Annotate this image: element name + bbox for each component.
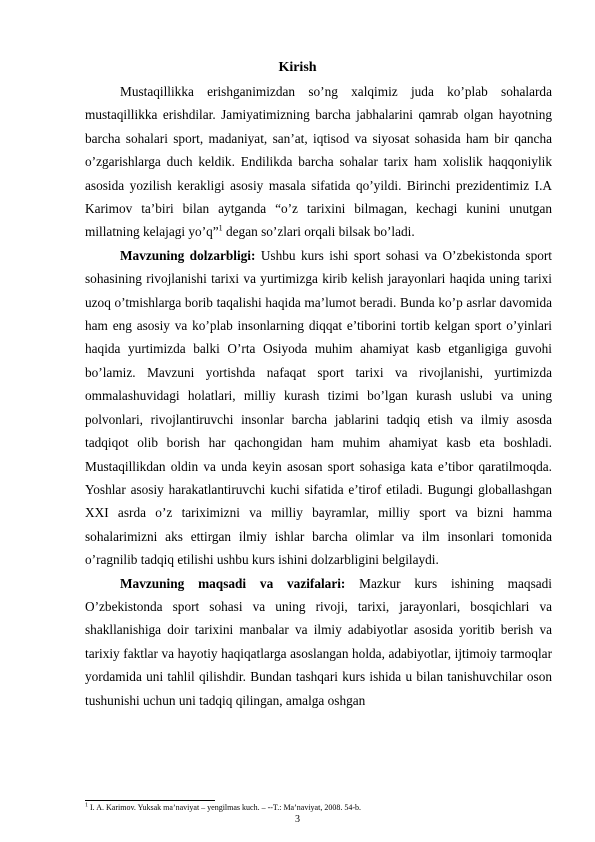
paragraph-text: Mazkur kurs ishining maqsadi O’zbekistonda sport sohasi va uning rivoji, tarixi, jarayonlari, bosqichlari va shakllanishiga doir tarixini manbalar va ilmiy adabiyotlar asosida yoritib berish va tarixiy faktlar va hayotiy haqiqatlarga asoslangan holda, adabiyotlar, ijtimoiy tarmoqlar yordamida uni tahlil qilishdir. Bundan tashqari kurs ishida u bilan tanishuvchilar oson tushunishi uchun uni tadqiq qilingan, amalga oshgan [85, 575, 552, 708]
paragraph-text: Ushbu kurs ishi sport sohasi va O’zbekistonda sport sohasining rivojlanishi tarixi va yurtimizga kirib kelish jarayonlari haqida uning tarixi uzoq o’tmishlarga borib taqalishi haqida ma’lumot beradi. Bunda ko’p asrlar davomida ham eng asosiy va ko’plab insonlarning diqqat e’tiborini tortib kelgan sport o’yinlari haqida yurtimizda balki O’rta Osiyoda muhim ahamiyat kasb etganligiga guvohi bo’lamiz. Mavzuni yortishda nafaqat sport tarixi va rivojlanishi, yurtimizda ommalashuvidagi holatlari, milliy kurash tizimi bo’lgan kurash uslubi va uning polvonlari, rivojlantiruvchi insonlar barcha jablarini tadqiq etish va ilmiy asosda tadqiqot olib borish har qachongidan ham muhim ahamiyat kasb eta boshladi. Mustaqillikdan oldin va unda keyin asosan sport sohasiga kata e’tibor qaratilmoqda. Yoshlar asosiy harakatlantiruvchi kuchi sifatida e’tirof etiladi. Bugungi globallashgan XXI asrda o’z tariximizni va milliy bayramlar, milliy sport va bizni hamma sohalarimizni aks ettirgan ilmiy ishlar barcha olimlar va ilm insonlari tomonida o’ragnilib tadqiq etilishi ushbu kurs ishini dolzarbligini belgilaydi. [85, 247, 552, 568]
section-heading-goals: Mavzuning maqsadi va vazifalari: [120, 575, 346, 591]
paragraph-text-tail: degan so’zlari orqali bilsak bo’ladi. [222, 224, 415, 240]
page-title: Kirish [278, 60, 317, 75]
footnote-text: I. A. Karimov. Yuksak ma’naviyat – yengilmas kuch. – --T.: Ma’naviyat, 2008. 54-b. [88, 803, 361, 812]
footnote-reference[interactable]: 1 [218, 224, 223, 234]
paragraph-text: Mustaqillikka erishganimizdan so’ng xalqimiz juda ko’plab sohalarda mustaqillikka erishdilar. Jamiyatimizning barcha jabhalarini qamrab olgan hayotning barcha sohalari sport, madaniyat, san’at, iqtisod va siyosat sohasida ham bir qancha o’zgarishlarga duch keldik. Endilikda barcha sohalar tarix ham xolislik haqqoniylik asosida yozilish kerakligi asosiy masala sifatida qo’yildi. Birinchi prezidentimiz I.A Karimov ta’biri bilan aytganda “o’z tarixini bilmagan, kechagi kunini unutgan millatning kelajagi yo’q” [85, 84, 552, 240]
footnote [85, 802, 552, 813]
footnote-number: 1 [85, 802, 88, 809]
page-number: 3 [295, 814, 300, 825]
body-text [85, 80, 552, 712]
footnote-separator [85, 800, 215, 801]
paragraph-intro [85, 80, 552, 244]
paragraph-goals [85, 572, 552, 712]
paragraph-relevance [85, 244, 552, 572]
section-heading-relevance: Mavzuning dolzarbligi: [120, 247, 256, 263]
